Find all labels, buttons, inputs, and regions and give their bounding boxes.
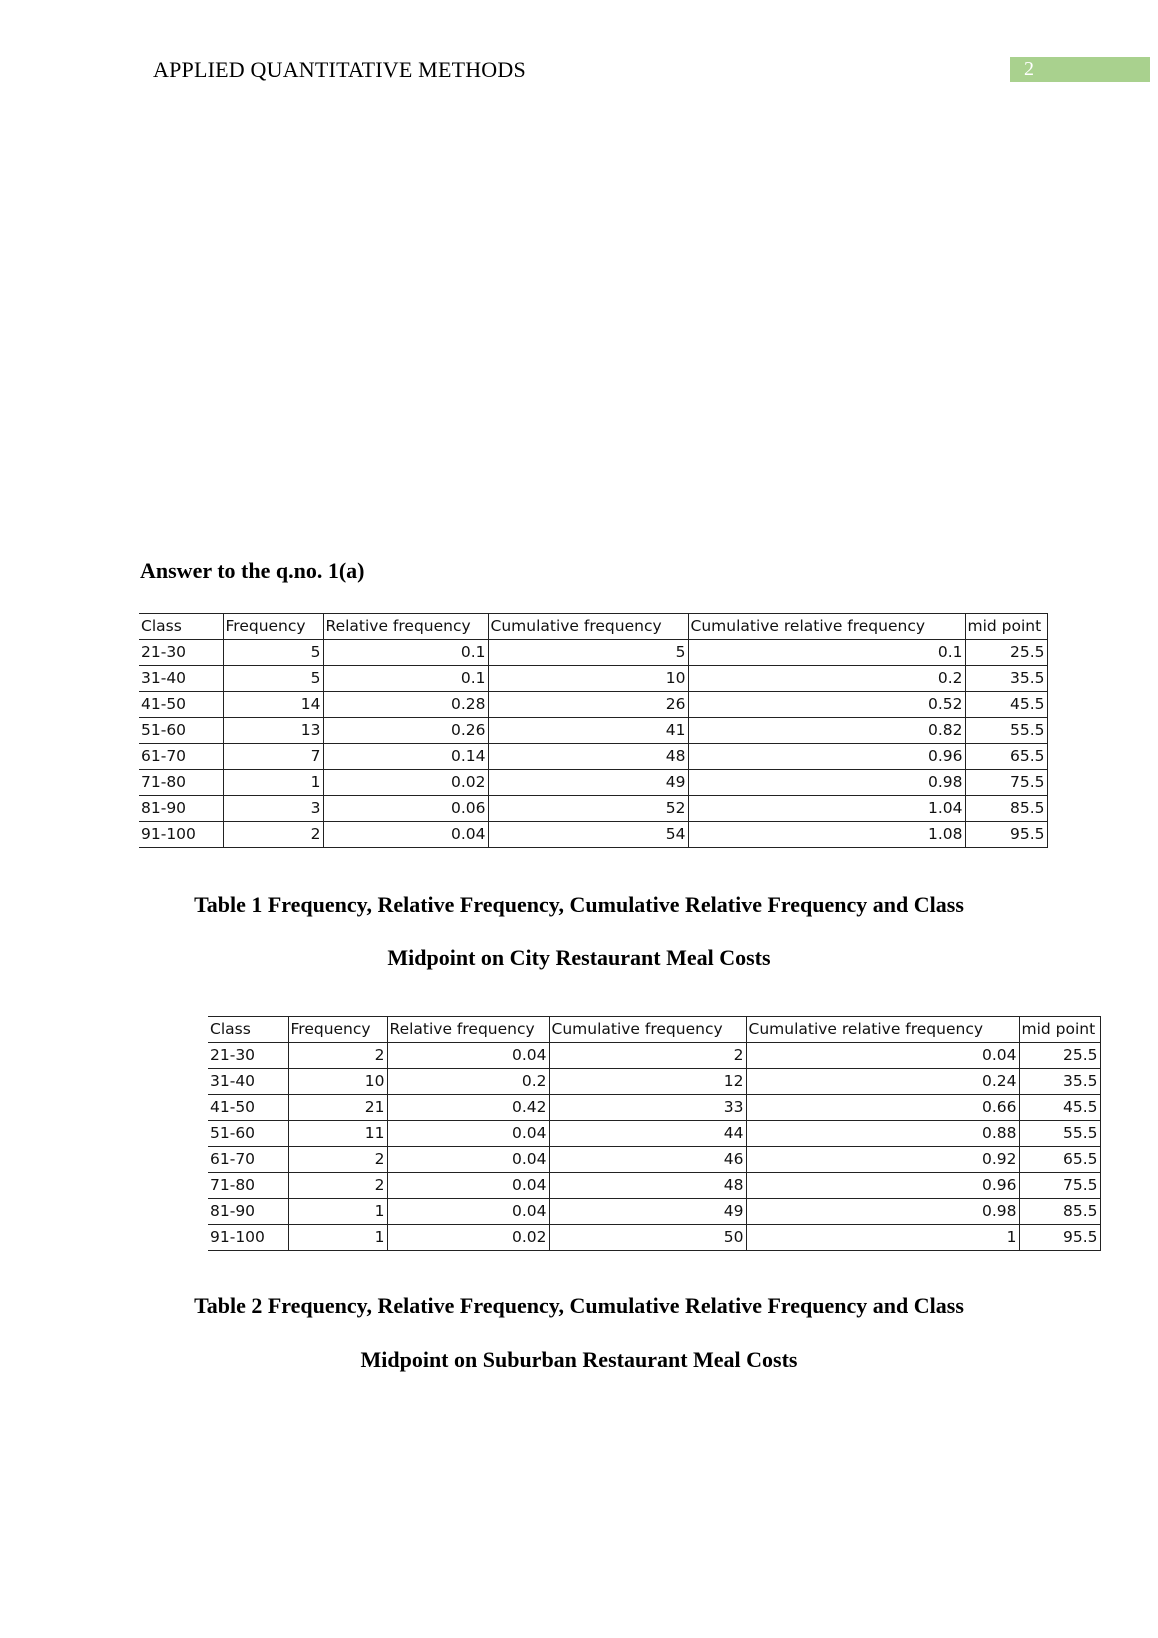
value-cell: 0.1: [688, 640, 965, 666]
column-header: mid point: [965, 614, 1047, 640]
value-cell: 14: [223, 692, 323, 718]
table-row: [208, 1121, 1100, 1147]
value-cell: 0.04: [387, 1199, 549, 1225]
table-header-row: [139, 614, 1047, 640]
value-cell: 49: [488, 770, 688, 796]
column-header: Cumulative relative frequency: [746, 1017, 1019, 1043]
column-header: Frequency: [288, 1017, 387, 1043]
column-header: Cumulative frequency: [549, 1017, 746, 1043]
value-cell: 3: [223, 796, 323, 822]
table2-caption-line1: Table 2 Frequency, Relative Frequency, Cumulative Relative Frequency and Class: [194, 1293, 964, 1318]
value-cell: 5: [223, 640, 323, 666]
value-cell: 12: [549, 1069, 746, 1095]
column-header: Cumulative relative frequency: [688, 614, 965, 640]
column-header: Class: [208, 1017, 288, 1043]
value-cell: 25.5: [965, 640, 1047, 666]
value-cell: 45.5: [965, 692, 1047, 718]
value-cell: 44: [549, 1121, 746, 1147]
class-cell: 51-60: [139, 718, 223, 744]
value-cell: 0.1: [323, 666, 488, 692]
value-cell: 55.5: [965, 718, 1047, 744]
value-cell: 55.5: [1019, 1121, 1100, 1147]
class-cell: 61-70: [208, 1147, 288, 1173]
table-row: [139, 796, 1047, 822]
table2-caption-line2: Midpoint on Suburban Restaurant Meal Costs: [360, 1347, 798, 1372]
value-cell: 48: [488, 744, 688, 770]
class-cell: 91-100: [139, 822, 223, 848]
column-header: Relative frequency: [323, 614, 488, 640]
value-cell: 0.82: [688, 718, 965, 744]
value-cell: 13: [223, 718, 323, 744]
table-header-row: [208, 1017, 1100, 1043]
class-cell: 31-40: [208, 1069, 288, 1095]
column-header: mid point: [1019, 1017, 1100, 1043]
value-cell: 0.04: [323, 822, 488, 848]
table-row: [139, 692, 1047, 718]
value-cell: 0.52: [688, 692, 965, 718]
table-row: [208, 1147, 1100, 1173]
value-cell: 54: [488, 822, 688, 848]
value-cell: 65.5: [1019, 1147, 1100, 1173]
class-cell: 71-80: [208, 1173, 288, 1199]
value-cell: 1: [223, 770, 323, 796]
value-cell: 0.02: [387, 1225, 549, 1251]
value-cell: 35.5: [1019, 1069, 1100, 1095]
column-header: Class: [139, 614, 223, 640]
value-cell: 0.2: [688, 666, 965, 692]
value-cell: 10: [488, 666, 688, 692]
value-cell: 2: [288, 1147, 387, 1173]
value-cell: 0.04: [387, 1043, 549, 1069]
value-cell: 48: [549, 1173, 746, 1199]
class-cell: 71-80: [139, 770, 223, 796]
value-cell: 0.14: [323, 744, 488, 770]
value-cell: 1: [288, 1225, 387, 1251]
value-cell: 75.5: [1019, 1173, 1100, 1199]
value-cell: 41: [488, 718, 688, 744]
table-row: [139, 718, 1047, 744]
value-cell: 2: [288, 1173, 387, 1199]
value-cell: 52: [488, 796, 688, 822]
value-cell: 0.26: [323, 718, 488, 744]
value-cell: 1.04: [688, 796, 965, 822]
value-cell: 0.96: [688, 744, 965, 770]
value-cell: 0.02: [323, 770, 488, 796]
value-cell: 0.04: [746, 1043, 1019, 1069]
value-cell: 0.92: [746, 1147, 1019, 1173]
value-cell: 1: [288, 1199, 387, 1225]
value-cell: 26: [488, 692, 688, 718]
class-cell: 41-50: [139, 692, 223, 718]
table-row: [208, 1225, 1100, 1251]
value-cell: 46: [549, 1147, 746, 1173]
value-cell: 0.24: [746, 1069, 1019, 1095]
value-cell: 2: [223, 822, 323, 848]
value-cell: 0.88: [746, 1121, 1019, 1147]
column-header: Frequency: [223, 614, 323, 640]
value-cell: 85.5: [1019, 1199, 1100, 1225]
page-number: 2: [1010, 57, 1150, 82]
table-row: [139, 822, 1047, 848]
value-cell: 65.5: [965, 744, 1047, 770]
answer-heading: Answer to the q.no. 1(a): [140, 558, 365, 583]
value-cell: 25.5: [1019, 1043, 1100, 1069]
value-cell: 75.5: [965, 770, 1047, 796]
city-frequency-table: [139, 613, 1048, 848]
value-cell: 49: [549, 1199, 746, 1225]
column-header: Relative frequency: [387, 1017, 549, 1043]
value-cell: 0.06: [323, 796, 488, 822]
table-row: [208, 1069, 1100, 1095]
running-title: APPLIED QUANTITATIVE METHODS: [153, 57, 526, 82]
value-cell: 95.5: [965, 822, 1047, 848]
class-cell: 81-90: [139, 796, 223, 822]
class-cell: 31-40: [139, 666, 223, 692]
value-cell: 0.42: [387, 1095, 549, 1121]
class-cell: 51-60: [208, 1121, 288, 1147]
class-cell: 81-90: [208, 1199, 288, 1225]
table-row: [208, 1043, 1100, 1069]
value-cell: 5: [223, 666, 323, 692]
value-cell: 50: [549, 1225, 746, 1251]
value-cell: 0.98: [688, 770, 965, 796]
table1-caption-line1: Table 1 Frequency, Relative Frequency, Cumulative Relative Frequency and Class: [194, 892, 964, 917]
value-cell: 0.04: [387, 1173, 549, 1199]
class-cell: 91-100: [208, 1225, 288, 1251]
value-cell: 7: [223, 744, 323, 770]
table-row: [139, 770, 1047, 796]
value-cell: 1.08: [688, 822, 965, 848]
class-cell: 61-70: [139, 744, 223, 770]
column-header: Cumulative frequency: [488, 614, 688, 640]
value-cell: 0.66: [746, 1095, 1019, 1121]
value-cell: 33: [549, 1095, 746, 1121]
table-row: [139, 640, 1047, 666]
value-cell: 45.5: [1019, 1095, 1100, 1121]
value-cell: 2: [288, 1043, 387, 1069]
value-cell: 1: [746, 1225, 1019, 1251]
value-cell: 35.5: [965, 666, 1047, 692]
value-cell: 0.1: [323, 640, 488, 666]
table-row: [208, 1173, 1100, 1199]
value-cell: 2: [549, 1043, 746, 1069]
table1-caption-line2: Midpoint on City Restaurant Meal Costs: [387, 945, 771, 970]
class-cell: 41-50: [208, 1095, 288, 1121]
value-cell: 11: [288, 1121, 387, 1147]
table-row: [139, 744, 1047, 770]
value-cell: 95.5: [1019, 1225, 1100, 1251]
class-cell: 21-30: [208, 1043, 288, 1069]
value-cell: 21: [288, 1095, 387, 1121]
value-cell: 10: [288, 1069, 387, 1095]
value-cell: 0.04: [387, 1147, 549, 1173]
value-cell: 0.04: [387, 1121, 549, 1147]
class-cell: 21-30: [139, 640, 223, 666]
value-cell: 0.98: [746, 1199, 1019, 1225]
value-cell: 0.2: [387, 1069, 549, 1095]
value-cell: 85.5: [965, 796, 1047, 822]
value-cell: 5: [488, 640, 688, 666]
table-row: [208, 1199, 1100, 1225]
value-cell: 0.28: [323, 692, 488, 718]
value-cell: 0.96: [746, 1173, 1019, 1199]
table-row: [208, 1095, 1100, 1121]
table-row: [139, 666, 1047, 692]
suburban-frequency-table: [208, 1016, 1101, 1251]
